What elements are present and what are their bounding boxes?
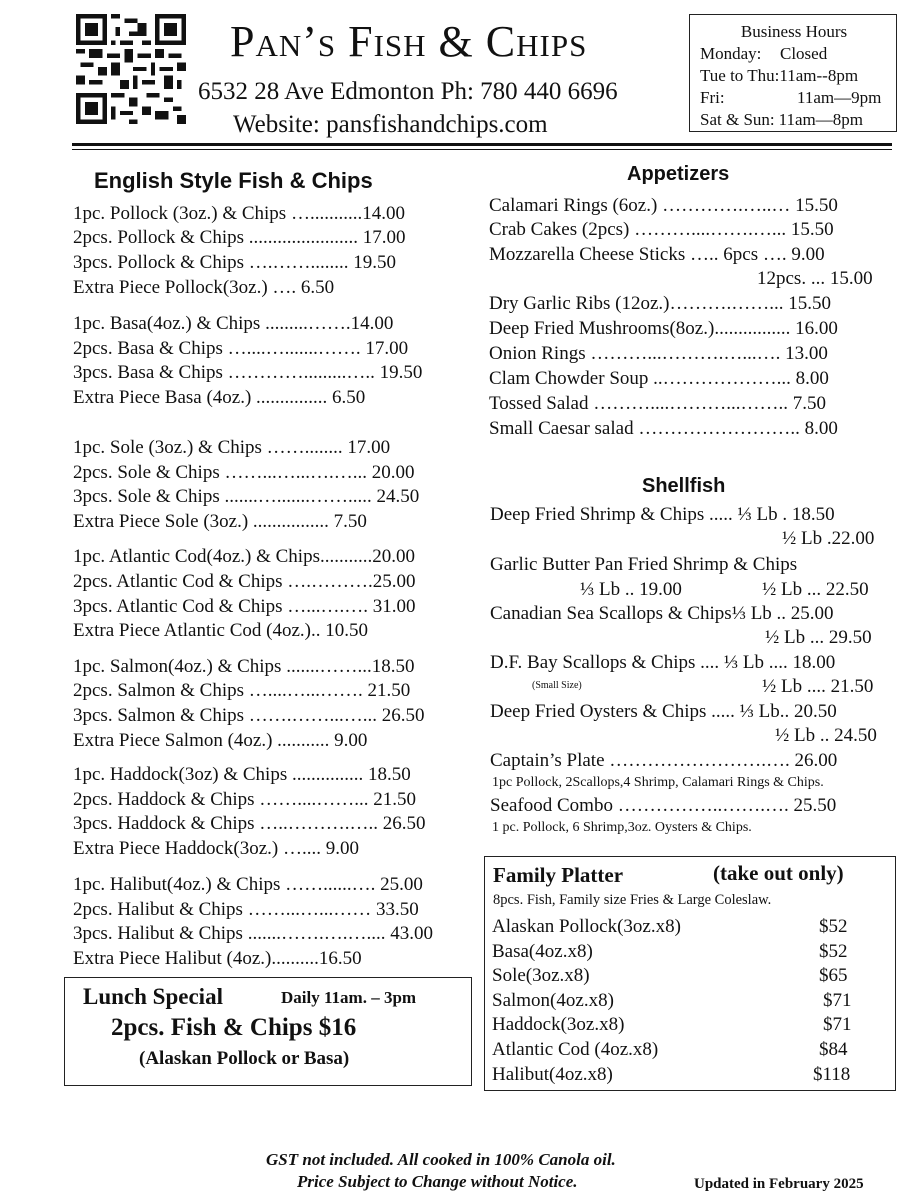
footer-gst: GST not included. All cooked in 100% Canola oil.	[266, 1150, 616, 1169]
menu-item: 1pc. Pollock (3oz.) & Chips …...........14.00	[73, 203, 405, 224]
family-item-name: Sole(3oz.x8)	[492, 965, 590, 986]
divider	[72, 149, 892, 150]
menu-item: ½ Lb .22.00	[782, 528, 875, 549]
menu-item: 2pcs. Basa & Chips …....….......……. 17.00	[73, 338, 409, 359]
lunch-offer: 2pcs. Fish & Chips $16	[111, 1014, 357, 1041]
menu-item: 2pcs. Halibut & Chips ……...…...…… 33.50	[73, 899, 419, 920]
menu-item: Crab Cakes (2pcs) ………....…….…... 15.50	[489, 219, 834, 240]
menu-item: Mozzarella Cheese Sticks ….. 6pcs …. 9.00	[489, 244, 825, 265]
menu-item: 1pc. Haddock(3oz) & Chips ............... 18.50	[73, 764, 411, 785]
appetizers-heading: Appetizers	[627, 163, 730, 185]
shellfish-heading: Shellfish	[642, 475, 726, 497]
family-item-price: $52	[819, 916, 848, 937]
menu-item: Tossed Salad ………....………...…….. 7.50	[489, 393, 826, 414]
family-item-name: Atlantic Cod (4oz.x8)	[492, 1039, 659, 1060]
family-item-name: Halibut(4oz.x8)	[492, 1064, 613, 1085]
menu-item: ½ Lb .... 21.50	[762, 676, 874, 697]
hours-heading: Business Hours	[740, 22, 848, 41]
menu-item: 3pcs. Pollock & Chips ….……........ 19.50	[73, 252, 397, 273]
menu-item: 2pcs. Salmon & Chips …....…...……. 21.50	[73, 680, 411, 701]
menu-item: Extra Piece Pollock(3oz.) …. 6.50	[73, 277, 335, 298]
address-phone: 6532 28 Ave Edmonton Ph: 780 440 6696	[198, 78, 618, 105]
family-desc: 8pcs. Fish, Family size Fries & Large Coleslaw.	[493, 892, 772, 908]
menu-item: 3pcs. Basa & Chips ………….........….. 19.50	[73, 362, 423, 383]
menu-item: Extra Piece Halibut (4oz.)..........16.50	[73, 948, 362, 969]
hours-row: Tue to Thu:11am--8pm	[700, 66, 859, 85]
family-item-price: $84	[819, 1039, 848, 1060]
hours-row: Monday: Closed	[700, 44, 828, 63]
menu-item: Dry Garlic Ribs (12oz.)……….……... 15.50	[489, 293, 831, 314]
menu-item: 2pcs. Haddock & Chips ……....……... 21.50	[73, 789, 417, 810]
menu-item: 2pcs. Pollock & Chips ....................... 17.00	[73, 227, 406, 248]
lunch-time: Daily 11am. – 3pm	[281, 988, 417, 1007]
menu-item: Canadian Sea Scallops & Chips⅓ Lb .. 25.00	[490, 603, 834, 624]
menu-item: Seafood Combo ……………..…….…. 25.50	[490, 795, 837, 816]
menu-item: 1pc. Sole (3oz.) & Chips ……........ 17.00	[73, 437, 391, 458]
menu-item: Calamari Rings (6oz.) ………….…..… 15.50	[489, 195, 838, 216]
hours-row: Fri: 11am—9pm	[700, 88, 882, 107]
menu-item: Extra Piece Sole (3oz.) ................ 7.50	[73, 511, 367, 532]
menu-item: Captain’s Plate …………………….…. 26.00	[490, 750, 838, 771]
menu-item: 3pcs. Sole & Chips .......….......……..... 24.50	[73, 486, 420, 507]
family-item-price: $52	[819, 941, 848, 962]
family-item-name: Alaskan Pollock(3oz.x8)	[492, 916, 681, 937]
menu-item-note: 1 pc. Pollock, 6 Shrimp,3oz. Oysters & Chips.	[492, 820, 752, 835]
family-item-price: $71	[823, 1014, 852, 1035]
divider	[72, 143, 892, 146]
restaurant-title: Pan’s Fish & Chips	[230, 17, 588, 66]
family-heading: Family Platter	[493, 863, 624, 887]
business-hours-box	[689, 14, 897, 132]
menu-item: 3pcs. Halibut & Chips .......…….….….... 43.00	[73, 923, 433, 944]
footer-updated: Updated in February 2025	[694, 1176, 864, 1192]
menu-item: Extra Piece Haddock(3oz.) ….... 9.00	[73, 838, 359, 859]
menu-item: 1pc. Halibut(4oz.) & Chips ……......…. 25.00	[73, 874, 423, 895]
menu-item: Clam Chowder Soup ..………………... 8.00	[489, 368, 829, 389]
menu-item: 2pcs. Atlantic Cod & Chips ….……….25.00	[73, 571, 416, 592]
menu-item: 3pcs. Salmon & Chips …….……...…... 26.50	[73, 705, 425, 726]
menu-item: 3pcs. Atlantic Cod & Chips …...….…. 31.00	[73, 596, 416, 617]
menu-item: Garlic Butter Pan Fried Shrimp & Chips	[490, 554, 798, 575]
menu-item: Small Caesar salad …………………….. 8.00	[489, 418, 838, 439]
menu-item: Extra Piece Salmon (4oz.) ........... 9.00	[73, 730, 368, 751]
menu-item: Extra Piece Atlantic Cod (4oz.).. 10.50	[73, 620, 368, 641]
lunch-special-box	[64, 977, 472, 1086]
family-item-name: Basa(4oz.x8)	[492, 941, 593, 962]
menu-item-note: 1pc Pollock, 2Scallops,4 Shrimp, Calamari Rings & Chips.	[492, 775, 824, 790]
family-item-name: Haddock(3oz.x8)	[492, 1014, 625, 1035]
menu-item: 3pcs. Haddock & Chips …..……….….. 26.50	[73, 813, 426, 834]
menu-item: ⅓ Lb .. 19.00	[580, 579, 682, 600]
menu-item-note: (Small Size)	[532, 680, 582, 691]
english-heading: English Style Fish & Chips	[94, 168, 373, 193]
menu-item: ½ Lb ... 22.50	[762, 579, 869, 600]
family-item-price: $118	[813, 1064, 851, 1085]
menu-item: Deep Fried Mushrooms(8oz.)................ 16.00	[489, 318, 838, 339]
qr-code-icon	[76, 14, 186, 124]
menu-item: ½ Lb .. 24.50	[775, 725, 877, 746]
menu-item: 2pcs. Sole & Chips ……...…...….…... 20.00	[73, 462, 415, 483]
lunch-choice: (Alaskan Pollock or Basa)	[139, 1048, 350, 1069]
menu-item: 1pc. Basa(4oz.) & Chips .........…….14.00	[73, 313, 394, 334]
family-note: (take out only)	[713, 861, 844, 885]
menu-item: 12pcs. ... 15.00	[757, 268, 873, 289]
family-platter-box	[484, 856, 896, 1091]
menu-item: Deep Fried Oysters & Chips ..... ⅓ Lb.. 20.50	[490, 701, 837, 722]
menu-item: Extra Piece Basa (4oz.) ............... 6.50	[73, 387, 366, 408]
website: Website: pansfishandchips.com	[233, 111, 548, 138]
family-item-price: $71	[823, 990, 852, 1011]
family-item-name: Salmon(4oz.x8)	[492, 990, 614, 1011]
menu-item: 1pc. Atlantic Cod(4oz.) & Chips...........20.00	[73, 546, 415, 567]
menu-item: Onion Rings ………...……….…...…. 13.00	[489, 343, 828, 364]
hours-row: Sat & Sun: 11am—8pm	[700, 110, 863, 129]
footer-price-notice: Price Subject to Change without Notice.	[297, 1172, 578, 1191]
menu-item: ½ Lb ... 29.50	[765, 627, 872, 648]
menu-item: Deep Fried Shrimp & Chips ..... ⅓ Lb . 18.50	[490, 504, 835, 525]
menu-item: 1pc. Salmon(4oz.) & Chips .......……...18.50	[73, 656, 415, 677]
family-item-price: $65	[819, 965, 848, 986]
menu-item: D.F. Bay Scallops & Chips .... ⅓ Lb .... 18.00	[490, 652, 836, 673]
lunch-heading: Lunch Special	[83, 984, 223, 1009]
